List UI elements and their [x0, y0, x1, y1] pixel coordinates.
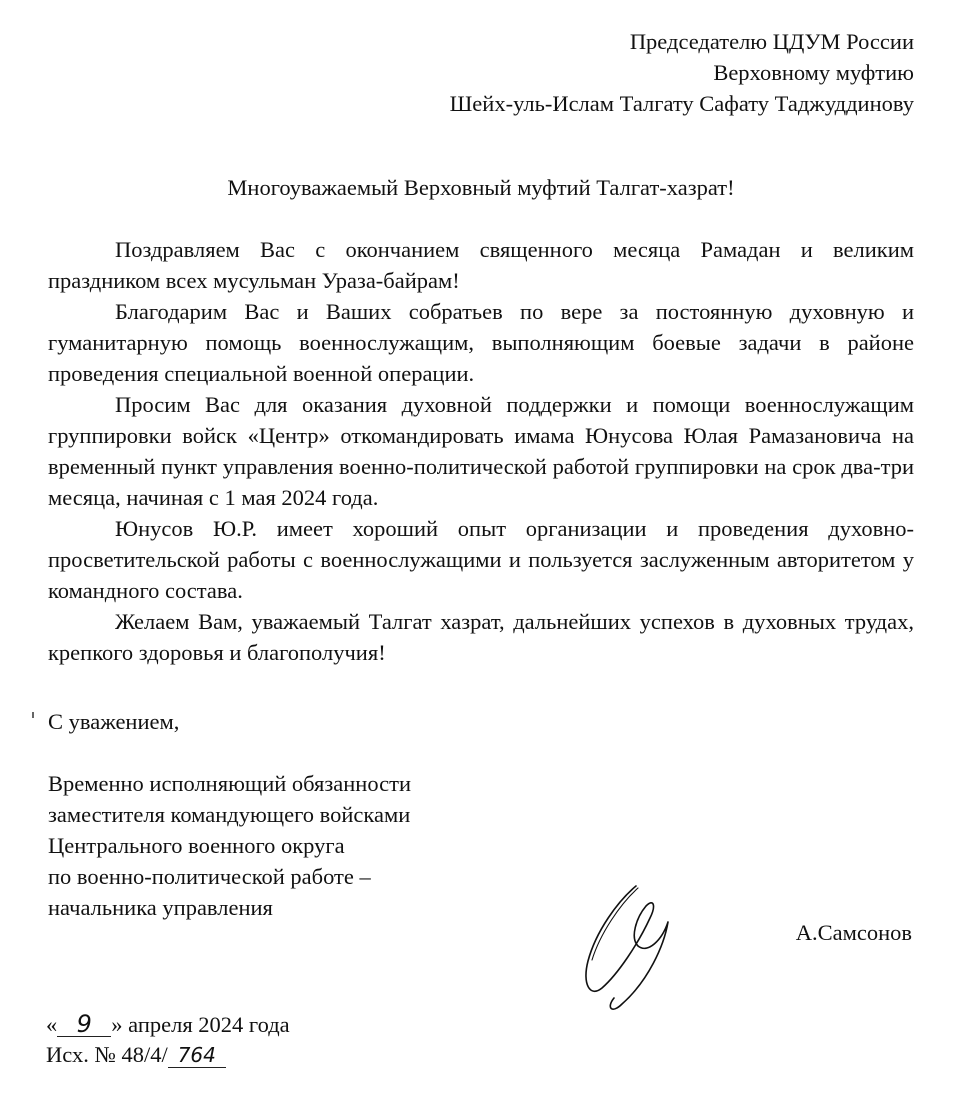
date-day-handwritten: 9 — [57, 1012, 111, 1037]
paragraph-wishes: Желаем Вам, уважаемый Талгат хазрат, дальнейших успехов в духовных трудах, крепкого здоровья и благополучия! — [48, 609, 914, 665]
paragraph-request: Просим Вас для оказания духовной поддержки и помощи военнослужащим группировки войск «Центр» откомандировать имама Юнусова Юлая Рамазановича на временный пункт управления военно-политической работой группировки на срок два-три месяца, начиная с 1 мая 2024 года. — [48, 392, 914, 510]
position-line-4: по военно-политической работе – — [48, 864, 371, 889]
paragraph-greeting: Поздравляем Вас с окончанием священного месяца Рамадан и великим праздником всех мусульман Ураза-байрам! — [48, 237, 914, 293]
outgoing-reference — [46, 1039, 226, 1070]
date-open-quote: « — [46, 1012, 58, 1037]
position-line-1: Временно исполняющий обязанности — [48, 771, 412, 796]
date-line — [46, 1009, 290, 1040]
letter-body — [48, 234, 914, 668]
handwritten-signature — [578, 876, 693, 1026]
salutation: Многоуважаемый Верховный муфтий Талгат-хазрат! — [227, 175, 735, 200]
paragraph-reference: Юнусов Ю.Р. имеет хороший опыт организации и проведения духовно-просветительской работы с военнослужащими и пользуется заслуженным авторитетом у командного состава. — [48, 516, 914, 603]
paragraph-gratitude: Благодарим Вас и Ваших собратьев по вере за постоянную духовную и гуманитарную помощь военнослужащим, выполняющим боевые задачи в районе проведения специальной военной операции. — [48, 299, 914, 386]
position-line-3: Центрального военного округа — [48, 833, 345, 858]
reference-number-handwritten: 764 — [168, 1043, 226, 1068]
addressee-block — [450, 26, 914, 119]
scan-speck — [32, 712, 34, 718]
signer-position — [48, 768, 411, 923]
signer-name: А.Самсонов — [795, 920, 912, 945]
addressee-line-2: Верховному муфтию — [713, 60, 914, 85]
addressee-line-3: Шейх-уль-Ислам Талгату Сафату Таджуддинову — [449, 91, 914, 116]
date-month-year: » апреля 2024 года — [111, 1012, 290, 1037]
position-line-5: начальника управления — [48, 895, 273, 920]
addressee-line-1: Председателю ЦДУМ России — [629, 29, 914, 54]
closing: С уважением, — [48, 709, 180, 734]
reference-prefix: Исх. № 48/4/ — [46, 1042, 168, 1067]
position-line-2: заместителя командующего войсками — [48, 802, 411, 827]
